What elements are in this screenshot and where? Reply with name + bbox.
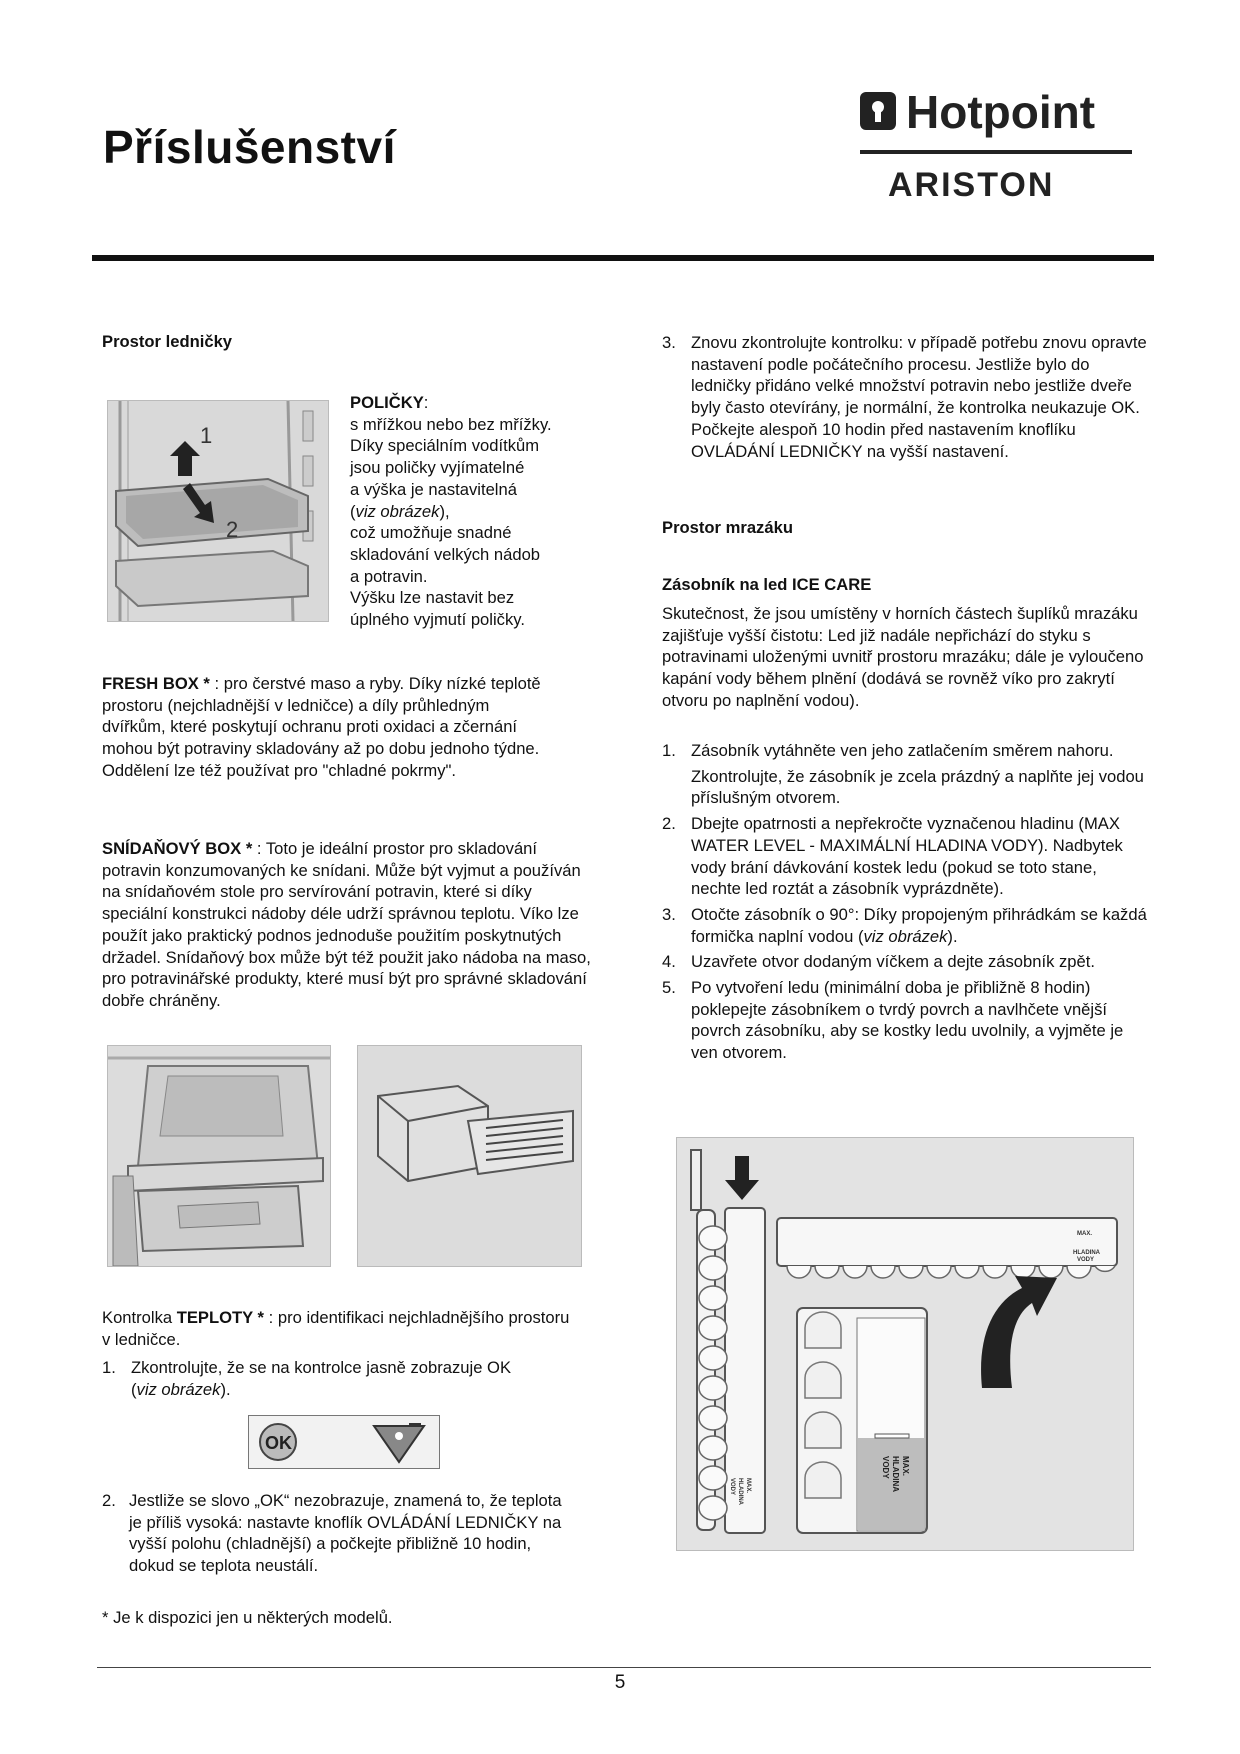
svg-text:2: 2 [226,517,239,542]
svg-text:HLADINA: HLADINA [1073,1250,1100,1256]
svg-text:VODY: VODY [1077,1257,1095,1263]
brand-logo [858,88,1138,200]
svg-text:VODY: VODY [729,1478,735,1496]
ice-step: 2. Dbejte opatrnosti a nepřekročte vyznačenou hladinu (MAX WATER LEVEL - MAXIMÁLNÍ HLADINA VODY). Nadbytek vody brání dávkování kostek ledu (pokud se toto stane, nechte led roztát a zásobník vyprázdněte). [662,814,1123,899]
fresh-box-paragraph: FRESH BOX * : pro čerstvé maso a ryby. Díky nízké teplotě prostoru (nejchladnější v ledničce) a díly průhledným dvířkům, které poskytují ochranu proti oxidaci a zčernání mohou být potraviny skladovány až po dobu jednoho týdne. Oddělení lze též používat pro "chladné pokrmy". [102,674,541,780]
svg-text:HLADINA: HLADINA [891,1456,900,1492]
svg-text:OK: OK [265,1433,292,1453]
ice-step: 4. Uzavřete otvor dodaným víčkem a dejte zásobník zpět. [662,952,1095,972]
fresh-box-figure [107,1045,331,1267]
ice-step: 3. Otočte zásobník o 90°: Díky propojeným přihrádkám se každá formička naplní vodou (viz obrázek). [662,904,1147,946]
ice-step: Zkontrolujte, že zásobník je zcela prázdný a naplňte jej vodou příslušným otvorem. [691,766,1144,808]
ice-step: 5. Po vytvoření ledu (minimální doba je přibližně 8 hodin) poklepejte zásobníkem o tvrdý povrch a navlhčete vnější povrch zásobníku, aby se kostky ledu uvolnily, a vyjměte je ven otvorem. [662,978,1124,1063]
svg-text:Hotpoint: Hotpoint [906,88,1096,138]
section-heading-freezer: Prostor mrazáku [662,518,793,537]
svg-text:MAX.: MAX. [745,1478,751,1493]
svg-text:HLADINA: HLADINA [737,1478,743,1505]
svg-text:VODY: VODY [881,1456,890,1479]
ice-tray-heading: Zásobník na led ICE CARE [662,575,872,594]
svg-text:ARISTON: ARISTON [888,166,1055,200]
svg-text:1: 1 [200,423,213,448]
breakfast-box-figure [357,1045,582,1267]
ice-tray-intro: Skutečnost, že jsou umístěny v horních částech šuplíků mrazáku zajišťuje vyšší čistotu: Led již nadále nepřichází do styku s potravinami uloženými uvnitř prostoru mrazáku; dále je vyloučeno kapání vody během plnění (dodává se rovněž víko pro zakrytí otvoru po naplnění vodou). [662,604,1144,710]
section-heading-fridge: Prostor ledničky [102,332,233,351]
svg-text:MAX.: MAX. [901,1456,910,1476]
shelf-figure [107,400,329,622]
svg-text:MAX.: MAX. [1077,1231,1092,1237]
ice-step: 1. Zásobník vytáhněte ven jeho zatlačením směrem nahoru. [662,741,1114,760]
temperature-paragraph: Kontrolka TEPLOTY * : pro identifikaci nejchladnějšího prostoru v ledničce. [102,1308,570,1349]
footer-rule [97,1667,1151,1668]
shelves-label: POLIČKY [350,393,424,412]
temperature-step-1: 1. Zkontrolujte, že se na kontrolce jasně zobrazuje OK (viz obrázek). [102,1358,512,1399]
header-rule [92,255,1154,261]
ice-tray-steps [662,740,1150,1068]
page-number: 5 [614,1672,626,1693]
breakfast-box-paragraph: SNÍDAŇOVÝ BOX * : Toto je ideální prostor pro skladování potravin konzumovaných ke snídani. Může být vyjmut a používán na snídaňovém stole pro servírování potravin, které si díky speciální konstrukci nádoby déle udrží správnou teplotu. Víko lze použít jako praktický podnos jednoduše použitím poskytnutých držadel. Snídaňový box může být též použit jako nádoba na maso, pro potravinářské produkty, které musí být pro správné skladování dobře chráněny. [102,839,591,1010]
ice-tray-figure [676,1137,1134,1551]
shelves-text: POLIČKY: s mřížkou nebo bez mřížky. Díky speciálním vodítkům jsou poličky vyjímatelné a výška je nastavitelná (viz obrázek), což umožňuje snadné skladování velkých nádob a potravin. Výšku lze nastavit bez úplného vyjmutí poličky. [350,393,552,630]
temperature-step-2: 2. Jestliže se slovo „OK“ nezobrazuje, znamená to, že teplota je příliš vysoká: nastavte knoflík OVLÁDÁNÍ LEDNIČKY na vyšší polohu (chladnější) a počkejte přibližně 10 hodin, dokud se teplota neustálí. [102,1491,562,1576]
temperature-indicator-figure [248,1415,440,1469]
footnote: * Je k dispozici jen u některých modelů. [102,1608,393,1627]
page-title: Příslušenství [103,121,396,173]
temperature-step-3: 3. Znovu zkontrolujte kontrolku: v případě potřebu znovu opravte nastavení podle počátečního procesu. Jestliže bylo do ledničky přidáno velké množství potravin nebo jestliže dveře byly často otevírány, je normální, že kontrolka neukazuje OK. Počkejte alespoň 10 hodin před nastavením knoflíku OVLÁDÁNÍ LEDNIČKY na vyšší nastavení. [662,333,1147,461]
